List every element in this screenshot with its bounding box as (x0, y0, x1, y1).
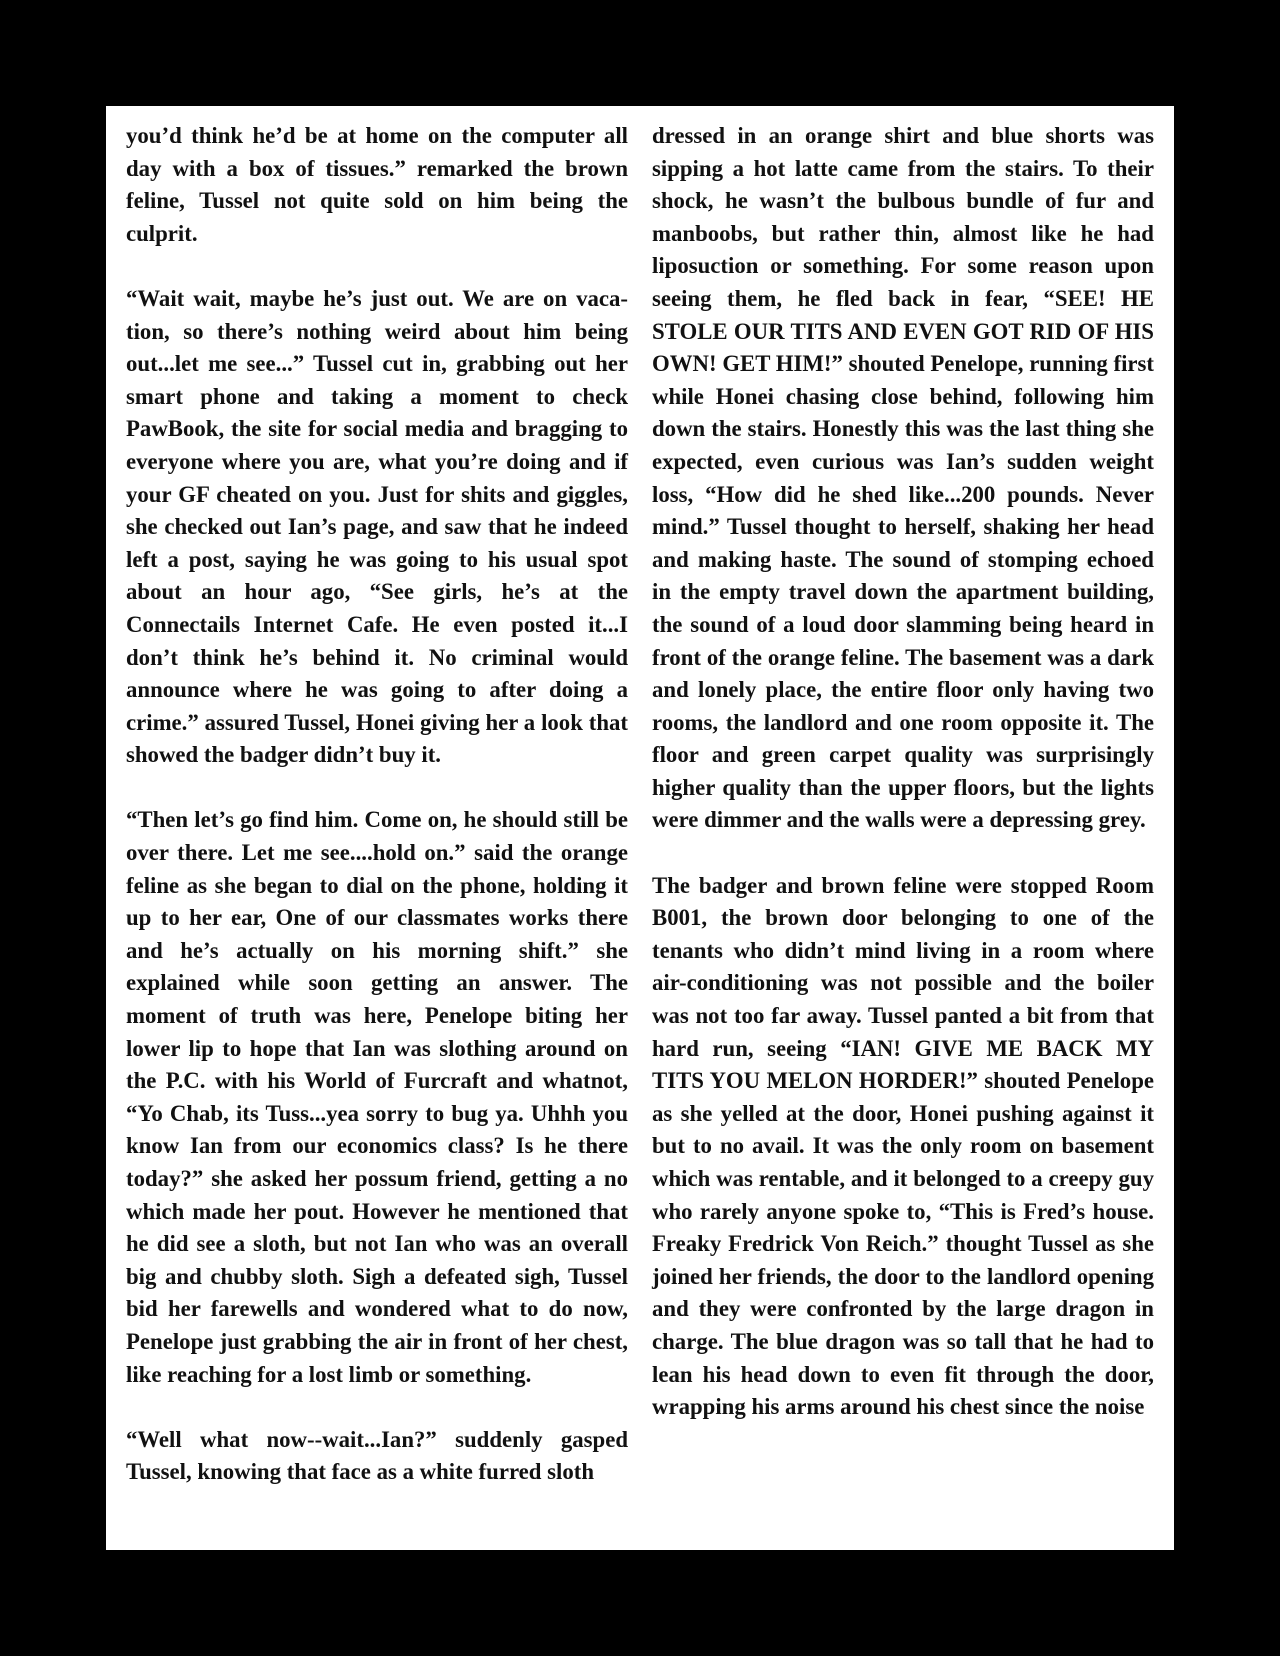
left-text-column (126, 120, 628, 1489)
paragraph: “Well what now--wait...Ian?” suddenly gasped Tussel, knowing that face as a white furred sloth (126, 1426, 628, 1485)
paragraph: you’d think he’d be at home on the computer all day with a box of tissues.” remarked the brown feline, Tussel not quite sold on him being the culprit. (126, 123, 628, 246)
paragraph: The badger and brown feline were stopped Room B001, the brown door belonging to one of the tenants who didn’t mind living in a room where air-conditioning was not possible and the boiler was not too far away. Tussel panted a bit from that hard run, seeing “IAN! GIVE ME BACK MY TITS YOU MELON HORDER!” shouted Penelope as she yelled at the door, Honei pushing against it but to no avail. It was the only room on basement which was rentable, and it belonged to a creepy guy who rarely anyone spoke to, “This is Fred’s house. Freaky Fredrick Von Reich.” thought Tussel as she joined her friends, the door to the landlord opening and they were confronted by the large dragon in charge. The blue dragon was so tall that he had to lean his head down to even fit through the door, wrapping his arms around his chest since the noise (652, 872, 1154, 1420)
paragraph: “Then let’s go find him. Come on, he should still be over there. Let me see....hold on.” said the orange feline as she began to dial on the phone, holding it up to her ear, One of our classmates works there and he’s actually on his morning shift.” she explained while soon getting an answer. The moment of truth was here, Penelope biting her lower lip to hope that Ian was slothing around on the P.C. with his World of Furcraft and whatnot, “Yo Chab, its Tuss...yea sorry to bug ya. Uhhh you know Ian from our economics class? Is he there today?” she asked her possum friend, getting a no which made her pout. However he mentioned that he did see a sloth, but not Ian who was an overall big and chubby sloth. Sigh a defeated sigh, Tussel bid her farewells and wondered what to do now, Penelope just grabbing the air in front of her chest, like reaching for a lost limb or something. (126, 807, 628, 1387)
document-page (106, 106, 1174, 1550)
paragraph: dressed in an orange shirt and blue shorts was sipping a hot latte came from the stairs. To their shock, he wasn’t the bulbous bundle of fur and manboobs, but rather thin, almost like he had liposuction or something. For some reason upon seeing them, he fled back in fear, “SEE! HE STOLE OUR TITS AND EVEN GOT RID OF HIS OWN! GET HIM!” shouted Penelope, running first while Honei chasing close behind, following him down the stairs. Honestly this was the last thing she expected, even curious was Ian’s sudden weight loss, “How did he shed like...200 pounds. Never mind.” Tussel thought to herself, shaking her head and making haste. The sound of stomping echoed in the empty travel down the apartment building, the sound of a loud door slamming being heard in front of the orange feline. The basement was a dark and lonely place, the entire floor only having two rooms, the landlord and one room opposite it. The floor and green carpet quality was surprisingly higher quality than the upper floors, but the lights were dimmer and the walls were a depressing grey. (652, 123, 1154, 833)
right-text-column (652, 120, 1154, 1424)
paragraph: “Wait wait, maybe he’s just out. We are on vacation, so there’s nothing weird about him being out...let me see...” Tussel cut in, grabbing out her smart phone and taking a moment to check PawBook, the site for social media and bragging to everyone where you are, what you’re doing and if your GF cheated on you. Just for shits and giggles, she checked out Ian’s page, and saw that he indeed left a post, saying he was going to his usual spot about an hour ago, “See girls, he’s at the Connectails Internet Cafe. He even posted it...I don’t think he’s behind it. No criminal would announce where he was going to after doing a crime.” assured Tussel, Honei giving her a look that showed the badger didn’t buy it. (126, 285, 628, 768)
